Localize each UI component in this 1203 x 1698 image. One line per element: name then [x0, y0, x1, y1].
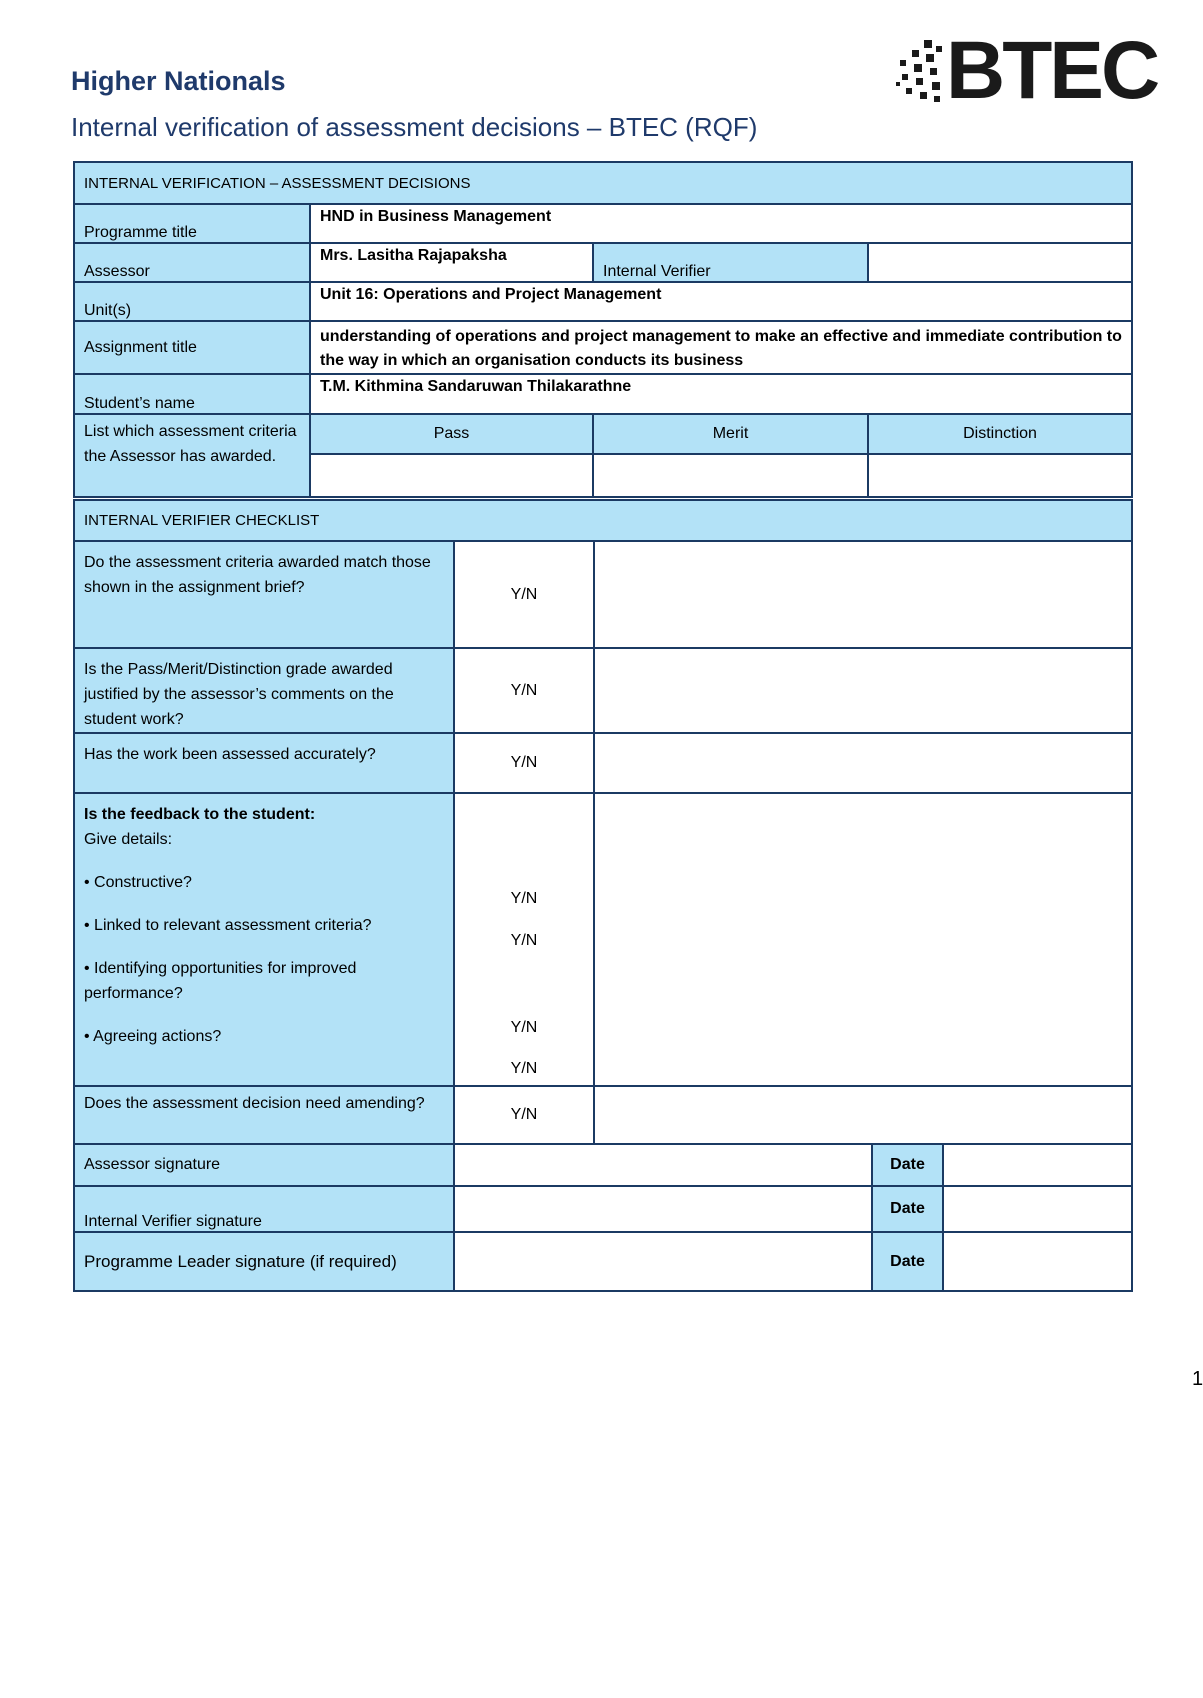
unit-label: Unit(s) — [74, 282, 310, 321]
logo-text: BTEC — [946, 25, 1158, 116]
feedback-subtitle: Give details: — [84, 831, 173, 848]
question-decision-amending: Does the assessment decision need amending? — [74, 1086, 454, 1144]
criteria-label: List which assessment criteria the Assessor has awarded. — [74, 414, 310, 497]
verifier-checklist-table — [73, 499, 1133, 1292]
yn-feedback-column — [454, 793, 594, 1086]
pl-signature-label: Programme Leader signature (if required) — [74, 1232, 454, 1291]
iv-date-field — [943, 1186, 1132, 1232]
org-heading: Higher Nationals — [71, 66, 286, 96]
programme-title-value: HND in Business Management — [310, 204, 1132, 243]
assignment-title-label: Assignment title — [74, 321, 310, 374]
student-name-label: Student’s name — [74, 374, 310, 414]
comment-feedback — [594, 793, 1132, 1086]
merit-criteria-cell — [593, 454, 868, 497]
assessor-date-label: Date — [872, 1144, 943, 1186]
pl-signature-field — [454, 1232, 872, 1291]
question-assessed-accurately: Has the work been assessed accurately? — [74, 733, 454, 793]
comment-grade-justified — [594, 648, 1132, 733]
comment-decision-amending — [594, 1086, 1132, 1144]
iv-date-label: Date — [872, 1186, 943, 1232]
dot-pattern-icon — [894, 38, 950, 108]
yn-criteria-match: Y/N — [454, 541, 594, 648]
checklist-heading: INTERNAL VERIFIER CHECKLIST — [74, 500, 1132, 541]
assessor-value: Mrs. Lasitha Rajapaksha — [310, 243, 593, 282]
question-grade-justified: Is the Pass/Merit/Distinction grade awarded justified by the assessor’s comments on the student work? — [74, 648, 454, 733]
assessor-signature-field — [454, 1144, 872, 1186]
yn-linked: Y/N — [510, 932, 538, 949]
assessment-decisions-table — [73, 161, 1133, 498]
feedback-item-constructive: • Constructive? — [84, 874, 192, 891]
question-criteria-match: Do the assessment criteria awarded match those shown in the assignment brief? — [74, 541, 454, 648]
yn-constructive: Y/N — [510, 890, 538, 907]
comment-assessed-accurately — [594, 733, 1132, 793]
assessor-date-field — [943, 1144, 1132, 1186]
yn-opportunities: Y/N — [510, 1019, 538, 1036]
iv-signature-field — [454, 1186, 872, 1232]
unit-value: Unit 16: Operations and Project Management — [310, 282, 1132, 321]
internal-verifier-value — [868, 243, 1132, 282]
yn-assessed-accurately: Y/N — [454, 733, 594, 793]
feedback-item-opportunities: • Identifying opportunities for improved performance? — [84, 960, 357, 1002]
yn-actions: Y/N — [510, 1060, 538, 1077]
assessor-label: Assessor — [74, 243, 310, 282]
feedback-title: Is the feedback to the student: — [84, 806, 316, 823]
comment-criteria-match — [594, 541, 1132, 648]
merit-header: Merit — [593, 414, 868, 454]
pass-header: Pass — [310, 414, 593, 454]
student-name-value: T.M. Kithmina Sandaruwan Thilakarathne — [310, 374, 1132, 414]
distinction-criteria-cell — [868, 454, 1132, 497]
internal-verifier-label: Internal Verifier — [593, 243, 868, 282]
page-number: 1 — [1192, 1368, 1203, 1390]
pl-date-label: Date — [872, 1232, 943, 1291]
pl-date-field — [943, 1232, 1132, 1291]
yn-grade-justified: Y/N — [454, 648, 594, 733]
feedback-item-linked: • Linked to relevant assessment criteria? — [84, 917, 372, 934]
distinction-header: Distinction — [868, 414, 1132, 454]
iv-signature-label: Internal Verifier signature — [74, 1186, 454, 1232]
feedback-item-actions: • Agreeing actions? — [84, 1028, 222, 1045]
yn-decision-amending: Y/N — [454, 1086, 594, 1144]
document-title: Internal verification of assessment decisions – BTEC (RQF) — [71, 112, 758, 142]
section-heading: INTERNAL VERIFICATION – ASSESSMENT DECISIONS — [74, 162, 1132, 204]
assignment-title-value: understanding of operations and project management to make an effective and immediate contribution to the way in which an organisation conducts its business — [310, 321, 1132, 374]
question-feedback — [74, 793, 454, 1086]
pass-criteria-cell — [310, 454, 593, 497]
assessor-signature-label: Assessor signature — [74, 1144, 454, 1186]
programme-title-label: Programme title — [74, 204, 310, 243]
